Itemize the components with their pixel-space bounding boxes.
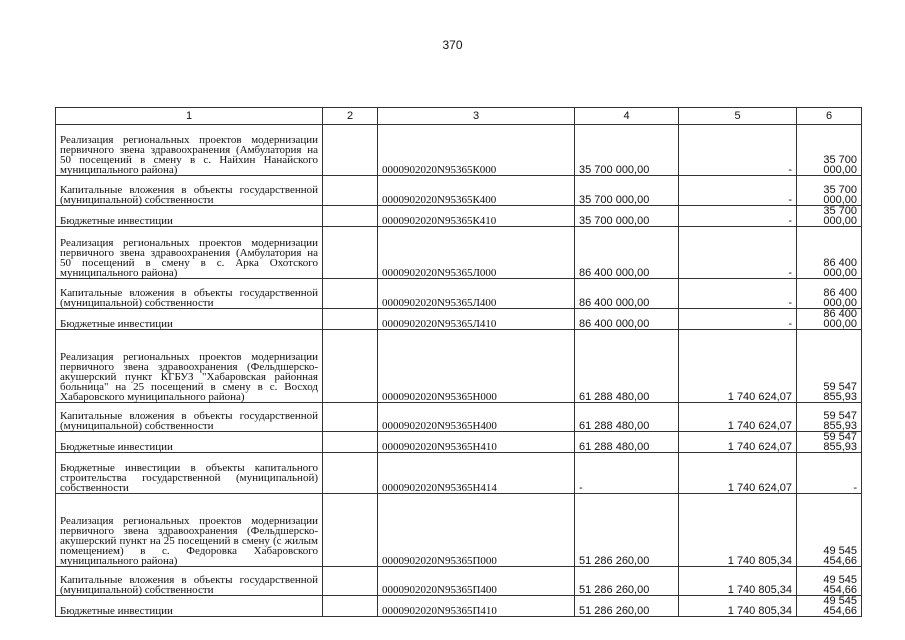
row-col5: 1 740 624,07 (679, 432, 797, 453)
row-col4: 86 400 000,00 (575, 227, 679, 279)
page-number: 370 (442, 38, 463, 52)
row-col6: 59 547 855,93 (797, 330, 862, 403)
row-col4: 51 286 260,00 (575, 494, 679, 567)
row-col6: - (797, 453, 862, 494)
row-col2 (323, 403, 378, 432)
row-col4: 35 700 000,00 (575, 206, 679, 227)
row-col2 (323, 330, 378, 403)
row-col2 (323, 432, 378, 453)
row-name: Капитальные вложения в объекты государственной (муниципальной) собственности (56, 567, 323, 596)
table-row (56, 227, 862, 279)
row-col6: 86 400 000,00 (797, 227, 862, 279)
row-col6: 86 400 000,00 (797, 279, 862, 309)
row-code: 0000902020N95365П410 (378, 596, 575, 617)
row-col4: 61 288 480,00 (575, 403, 679, 432)
row-code: 0000902020N95365Н414 (378, 453, 575, 494)
table-row (56, 567, 862, 596)
row-col4: 86 400 000,00 (575, 309, 679, 330)
table-row (56, 309, 862, 330)
row-col5: - (679, 125, 797, 176)
row-name: Реализация региональных проектов модернизации первичного звена здравоохранения (Амбулатория на 50 посещений в смену в с. Найхин Нанайского муниципального района) (56, 125, 323, 176)
row-col6: 86 400 000,00 (797, 309, 862, 330)
column-header: 1 (56, 108, 323, 125)
row-col6: 35 700 000,00 (797, 176, 862, 206)
row-col5: 1 740 805,34 (679, 567, 797, 596)
table-header-row (56, 108, 862, 125)
row-col5: - (679, 309, 797, 330)
row-col6: 35 700 000,00 (797, 206, 862, 227)
row-col4: 61 288 480,00 (575, 330, 679, 403)
row-name: Бюджетные инвестиции (56, 309, 323, 330)
table-row (56, 279, 862, 309)
row-col2 (323, 309, 378, 330)
row-col5: 1 740 805,34 (679, 596, 797, 617)
table-row (56, 453, 862, 494)
row-col6: 59 547 855,93 (797, 432, 862, 453)
budget-table (55, 107, 862, 617)
row-col5: - (679, 227, 797, 279)
row-code: 0000902020N95365К400 (378, 176, 575, 206)
row-name: Капитальные вложения в объекты государственной (муниципальной) собственности (56, 403, 323, 432)
row-code: 0000902020N95365Н000 (378, 330, 575, 403)
row-col2 (323, 494, 378, 567)
row-code: 0000902020N95365Л400 (378, 279, 575, 309)
row-name: Реализация региональных проектов модернизации первичного звена здравоохранения (Фельдшерско-акушерский пункт КГБУЗ "Хабаровская районная больница" на 25 посещений в смену в с. Восход Хабаровского муниципального района) (56, 330, 323, 403)
row-col4: 35 700 000,00 (575, 176, 679, 206)
row-col2 (323, 206, 378, 227)
row-name: Капитальные вложения в объекты государственной (муниципальной) собственности (56, 279, 323, 309)
table-row (56, 596, 862, 617)
column-header: 6 (797, 108, 862, 125)
row-col2 (323, 279, 378, 309)
row-col2 (323, 596, 378, 617)
row-col5: 1 740 624,07 (679, 453, 797, 494)
row-code: 0000902020N95365К000 (378, 125, 575, 176)
row-col2 (323, 567, 378, 596)
row-name: Капитальные вложения в объекты государственной (муниципальной) собственности (56, 176, 323, 206)
row-col5: - (679, 176, 797, 206)
table-row (56, 206, 862, 227)
row-name: Бюджетные инвестиции (56, 596, 323, 617)
row-col2 (323, 453, 378, 494)
column-header: 5 (679, 108, 797, 125)
column-header: 4 (575, 108, 679, 125)
column-header: 3 (378, 108, 575, 125)
row-name: Бюджетные инвестиции (56, 432, 323, 453)
row-col4: 86 400 000,00 (575, 279, 679, 309)
row-col6: 49 545 454,66 (797, 567, 862, 596)
row-name: Реализация региональных проектов модернизации первичного звена здравоохранения (Фельдшерско-акушерский пункт на 25 посещений в смену (с жилым помещением) в с. Федоровка Хабаровского муниципального района) (56, 494, 323, 567)
row-code: 0000902020N95365Л000 (378, 227, 575, 279)
row-col5: 1 740 805,34 (679, 494, 797, 567)
row-col6: 59 547 855,93 (797, 403, 862, 432)
row-code: 0000902020N95365Н410 (378, 432, 575, 453)
row-col5: 1 740 624,07 (679, 330, 797, 403)
row-name: Бюджетные инвестиции в объекты капитального строительства государственной (муниципальной) собственности (56, 453, 323, 494)
row-code: 0000902020N95365К410 (378, 206, 575, 227)
row-code: 0000902020N95365П400 (378, 567, 575, 596)
table-row (56, 494, 862, 567)
row-col4: 35 700 000,00 (575, 125, 679, 176)
row-col6: 49 545 454,66 (797, 596, 862, 617)
row-name: Бюджетные инвестиции (56, 206, 323, 227)
table-row (56, 125, 862, 176)
row-col6: 49 545 454,66 (797, 494, 862, 567)
row-col4: 51 286 260,00 (575, 596, 679, 617)
table-row (56, 330, 862, 403)
table-row (56, 403, 862, 432)
row-col5: - (679, 206, 797, 227)
row-col6: 35 700 000,00 (797, 125, 862, 176)
row-code: 0000902020N95365П000 (378, 494, 575, 567)
table-row (56, 176, 862, 206)
row-col5: - (679, 279, 797, 309)
row-col5: 1 740 624,07 (679, 403, 797, 432)
row-col4: 51 286 260,00 (575, 567, 679, 596)
row-col2 (323, 227, 378, 279)
row-col2 (323, 176, 378, 206)
row-col4: - (575, 453, 679, 494)
column-header: 2 (323, 108, 378, 125)
row-name: Реализация региональных проектов модернизации первичного звена здравоохранения (Амбулатория на 50 посещений в смену в с. Арка Охотского муниципального района) (56, 227, 323, 279)
row-col2 (323, 125, 378, 176)
row-code: 0000902020N95365Н400 (378, 403, 575, 432)
row-code: 0000902020N95365Л410 (378, 309, 575, 330)
table-row (56, 432, 862, 453)
row-col4: 61 288 480,00 (575, 432, 679, 453)
